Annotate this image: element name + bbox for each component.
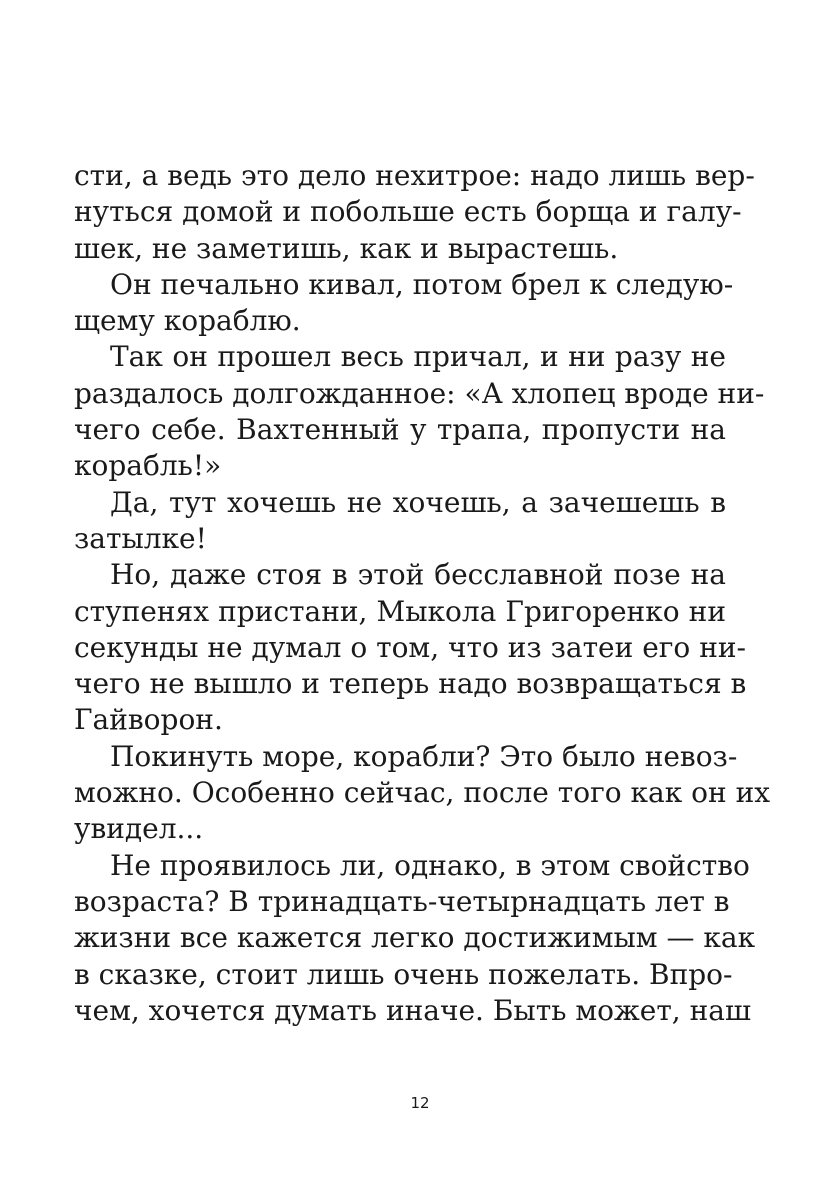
text-line: Так он прошел весь причал, и ни разу не: [110, 340, 726, 374]
page-number: 12: [410, 1094, 430, 1112]
text-line: можно. Особенно сейчас, после того как он их: [74, 776, 771, 810]
text-line: Да, тут хочешь не хочешь, а зачешешь в: [110, 485, 726, 519]
text-line: чем, хочется думать иначе. Быть может, наш: [74, 993, 751, 1027]
text-line: Гайворон.: [74, 703, 223, 737]
text-line: жизни все кажется легко достижимым — как: [74, 921, 756, 955]
text-line: корабль!»: [74, 449, 222, 483]
text-line: Он печально кивал, потом брел к следую-: [110, 267, 734, 301]
text-line: щему кораблю.: [74, 304, 301, 338]
text-line: увидел...: [74, 812, 204, 846]
text-line: Но, даже стоя в этой бесславной позе на: [110, 558, 726, 592]
text-line: сти, а ведь это дело нехитрое: надо лишь вер-: [74, 159, 755, 192]
text-line: шек, не заметишь, как и вырастешь.: [74, 231, 619, 265]
text-line: ступенях пристани, Мыкола Григоренко ни: [74, 594, 726, 628]
body-text: [74, 158, 771, 1029]
text-line: чего не вышло и теперь надо возвращаться в: [74, 667, 747, 701]
text-line: Покинуть море, корабли? Это было невоз-: [110, 739, 738, 773]
text-line: чего себе. Вахтенный у трапа, пропусти на: [74, 413, 726, 447]
text-line: затылке!: [74, 521, 207, 555]
text-line: в сказке, стоит лишь очень пожелать. Впро-: [74, 957, 733, 991]
text-line: Не проявилось ли, однако, в этом свойство: [110, 848, 750, 882]
text-line: возраста? В тринадцать-четырнадцать лет в: [74, 884, 730, 918]
text-line: секунды не думал о том, что из затеи его ни-: [74, 630, 746, 664]
text-line: раздалось долгожданное: «А хлопец вроде ни-: [74, 376, 765, 410]
text-line: нуться домой и побольше есть борща и галу-: [74, 195, 742, 229]
